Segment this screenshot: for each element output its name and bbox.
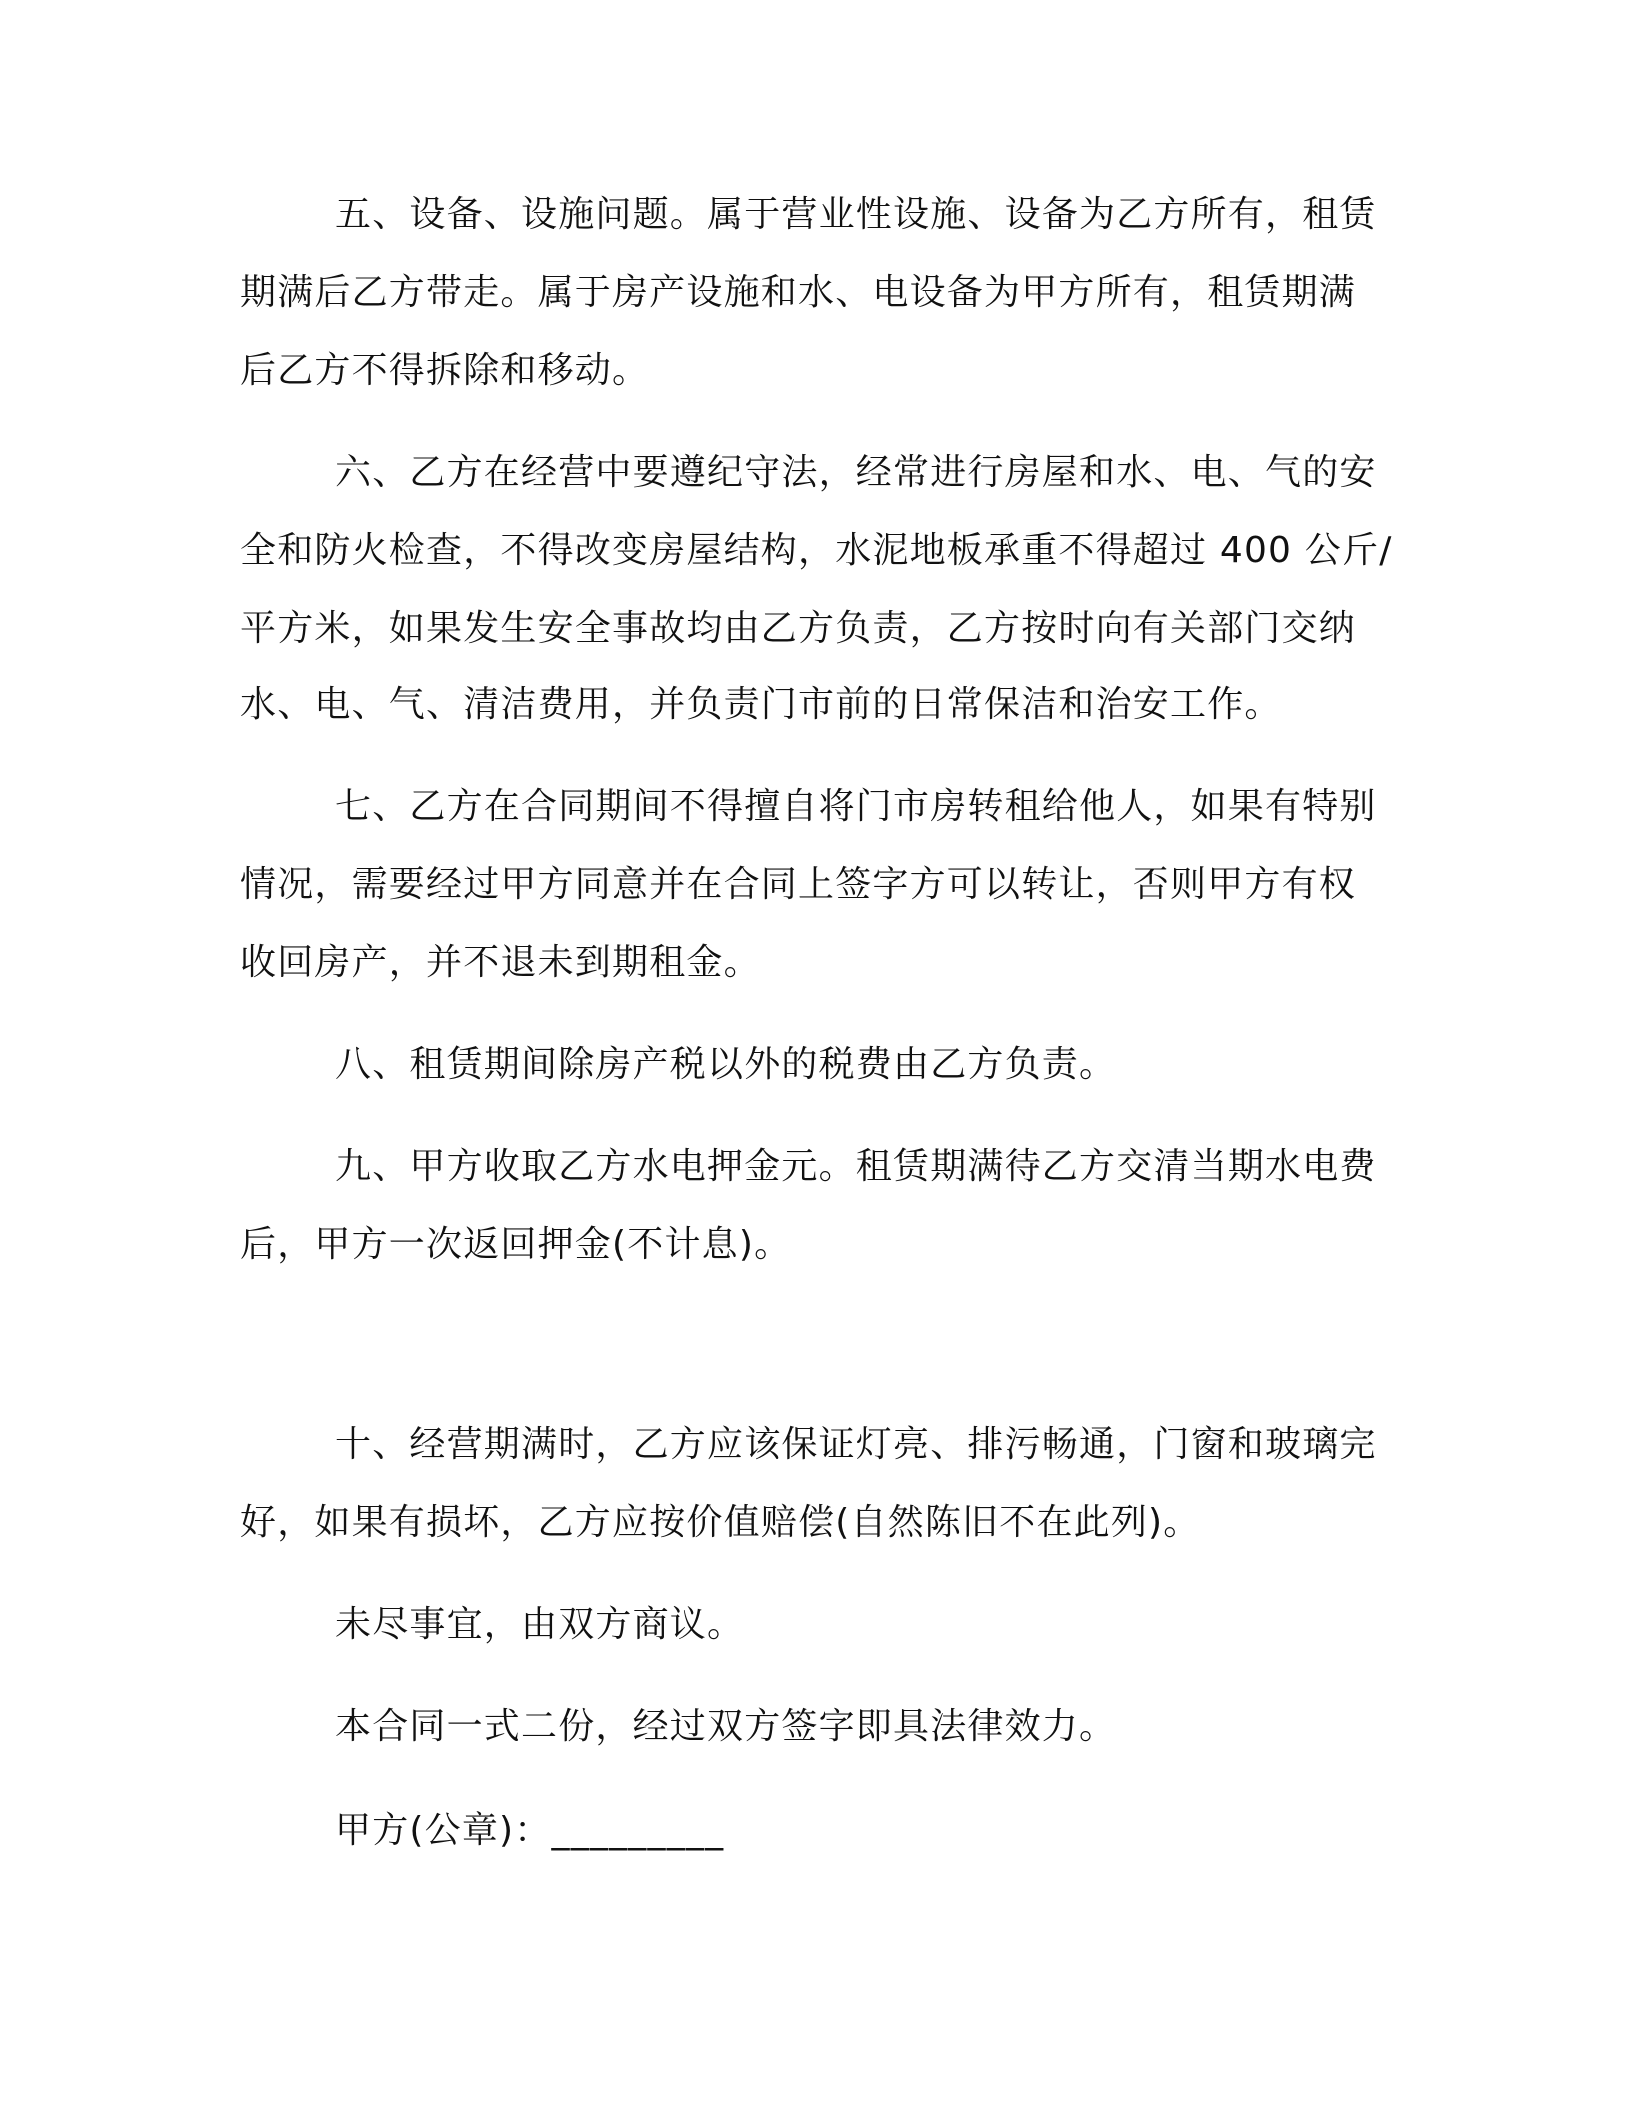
text-line: 收回房产，并不退未到期租金。 — [240, 942, 761, 983]
text-line: 七、乙方在合同期间不得擅自将门市房转租给他人，如果有特别 — [335, 786, 1377, 827]
party-a-signature-line: 甲方(公章)：_________ — [335, 1810, 725, 1851]
text-line: 情况，需要经过甲方同意并在合同上签字方可以转让，否则甲方有权 — [240, 864, 1357, 905]
text-line: 后乙方不得拆除和移动。 — [240, 350, 650, 391]
text-line: 期满后乙方带走。属于房产设施和水、电设备为甲方所有，租赁期满 — [240, 272, 1357, 313]
text-line: 五、设备、设施问题。属于营业性设施、设备为乙方所有，租赁 — [335, 194, 1377, 235]
text-line: 九、甲方收取乙方水电押金元。租赁期满待乙方交清当期水电费 — [335, 1146, 1377, 1187]
text-line: 本合同一式二份，经过双方签字即具法律效力。 — [335, 1706, 1117, 1747]
text-line: 八、租赁期间除房产税以外的税费由乙方负责。 — [335, 1044, 1117, 1085]
text-line: 六、乙方在经营中要遵纪守法，经常进行房屋和水、电、气的安 — [335, 452, 1377, 493]
text-line: 十、经营期满时，乙方应该保证灯亮、排污畅通，门窗和玻璃完 — [335, 1424, 1377, 1465]
text-line: 水、电、气、清洁费用，并负责门市前的日常保洁和治安工作。 — [240, 684, 1282, 725]
text-line: 未尽事宜，由双方商议。 — [335, 1604, 745, 1645]
text-line: 全和防火检查，不得改变房屋结构，水泥地板承重不得超过 400 公斤/ — [240, 530, 1393, 571]
text-line: 好，如果有损坏，乙方应按价值赔偿(自然陈旧不在此列)。 — [240, 1502, 1201, 1543]
text-line: 平方米，如果发生安全事故均由乙方负责，乙方按时向有关部门交纳 — [240, 608, 1357, 649]
text-line: 后，甲方一次返回押金(不计息)。 — [240, 1224, 792, 1265]
